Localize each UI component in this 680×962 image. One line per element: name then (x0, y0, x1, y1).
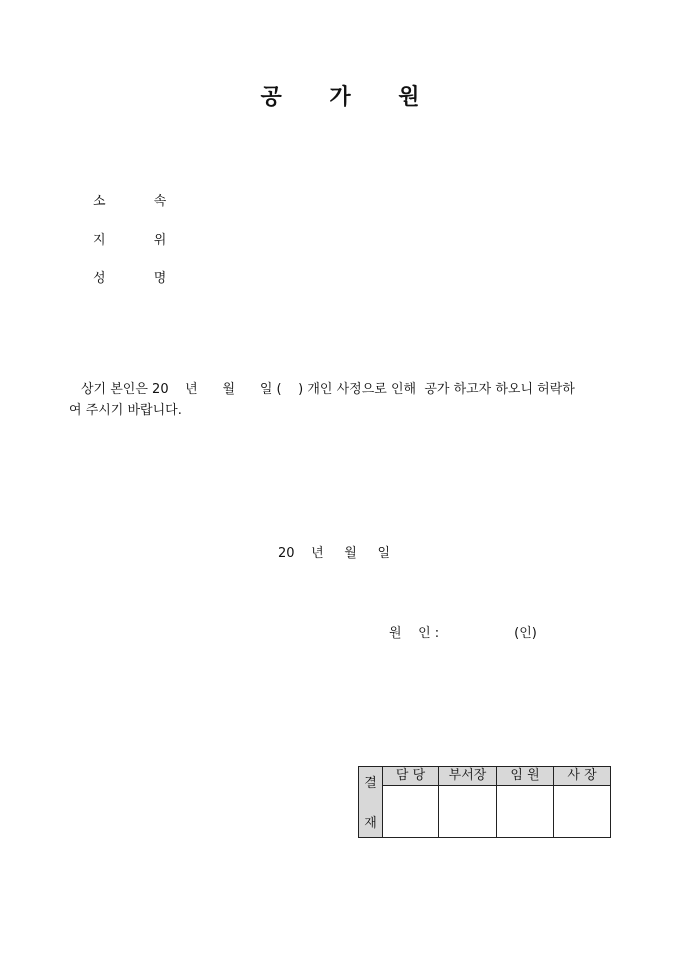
applicant-label: 원 인 : (389, 626, 440, 641)
approval-side-bottom: 재 (364, 816, 377, 831)
approval-header-staff: 담 당 (383, 767, 439, 786)
approval-sign-president (554, 786, 611, 838)
field-label-affiliation: 소 속 (93, 194, 189, 209)
approval-header-dept-head: 부서장 (439, 767, 497, 786)
statement (69, 379, 614, 421)
approval-side-top: 결 (364, 776, 377, 791)
applicant-line (389, 622, 537, 641)
approval-sign-dept-head (439, 786, 497, 838)
seal-mark: (인) (514, 626, 537, 641)
field-label-name: 성 명 (93, 271, 189, 286)
approval-table (358, 766, 611, 838)
approval-header-executive: 임 원 (497, 767, 554, 786)
approval-sign-staff (383, 786, 439, 838)
document-title: 공 가 원 (260, 84, 440, 110)
field-label-position: 지 위 (93, 233, 189, 248)
statement-line-2: 여 주시기 바랍니다. (69, 403, 182, 418)
approval-side-label (359, 767, 383, 838)
approval-sign-executive (497, 786, 554, 838)
statement-line-1: 상기 본인은 20 년 월 일 ( ) 개인 사정으로 인해 공가 하고자 하오니 허락하 (81, 382, 575, 397)
date-line: 20 년 월 일 (278, 546, 391, 561)
approval-header-president: 사 장 (554, 767, 611, 786)
